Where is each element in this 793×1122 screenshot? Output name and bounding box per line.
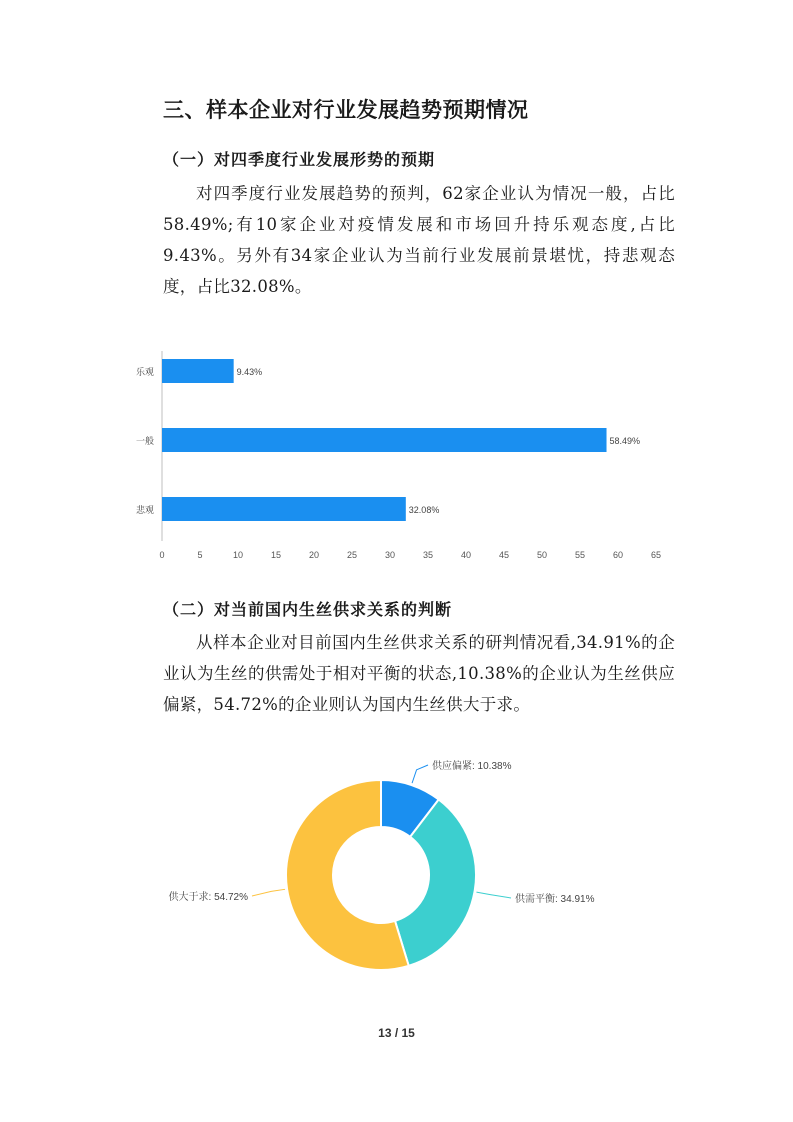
x-tick-label: 55 — [574, 550, 586, 560]
category-label: 一般 — [135, 436, 154, 446]
category-label: 乐观 — [135, 367, 154, 377]
x-tick-label: 35 — [422, 550, 434, 560]
x-tick-label: 25 — [346, 550, 358, 560]
leader-line-0 — [412, 765, 428, 783]
leader-line-2 — [252, 889, 285, 896]
subsection-heading-2: （二）对当前国内生丝供求关系的判断 — [163, 600, 453, 619]
x-tick-label: 60 — [612, 550, 624, 560]
bar-1 — [162, 428, 607, 452]
paragraph-1: 对四季度行业发展趋势的预判，62家企业认为情况一般，占比58.49%;有10家企业对疫情发展和市场回升持乐观态度,占比9.43%。另外有34家企业认为当前行业发展前景堪忧，持悲观态度，占比32.08%。 — [163, 184, 675, 296]
bar-chart — [120, 345, 680, 570]
slice-label: 供应偏紧: 10.38% — [432, 761, 512, 772]
bar-2 — [162, 497, 406, 521]
slice-label: 供大于求: 54.72% — [168, 892, 248, 903]
category-label: 悲观 — [135, 505, 154, 515]
donut-chart — [168, 745, 650, 980]
section-title: 三、样本企业对行业发展趋势预期情况 — [163, 98, 529, 122]
x-tick-label: 65 — [650, 550, 662, 560]
x-tick-label: 15 — [270, 550, 282, 560]
x-tick-label: 45 — [498, 550, 510, 560]
data-label: 32.08% — [408, 505, 440, 515]
x-tick-label: 0 — [159, 550, 165, 560]
data-label: 9.43% — [236, 367, 263, 377]
x-tick-label: 50 — [536, 550, 548, 560]
page-number: 13 / 15 — [378, 1026, 415, 1040]
x-tick-label: 5 — [197, 550, 203, 560]
paragraph-2: 从样本企业对目前国内生丝供求关系的研判情况看,34.91%的企业认为生丝的供需处于相对平衡的状态,10.38%的企业认为生丝供应偏紧，54.72%的企业则认为国内生丝供大于求。 — [163, 633, 675, 714]
subsection-heading-1: （一）对四季度行业发展形势的预期 — [163, 150, 436, 169]
x-tick-label: 40 — [460, 550, 472, 560]
bar-0 — [162, 359, 234, 383]
x-tick-label: 20 — [308, 550, 320, 560]
slice-label: 供需平衡: 34.91% — [515, 894, 595, 905]
x-tick-label: 10 — [232, 550, 244, 560]
leader-line-1 — [476, 892, 511, 898]
data-label: 58.49% — [609, 436, 641, 446]
x-tick-label: 30 — [384, 550, 396, 560]
